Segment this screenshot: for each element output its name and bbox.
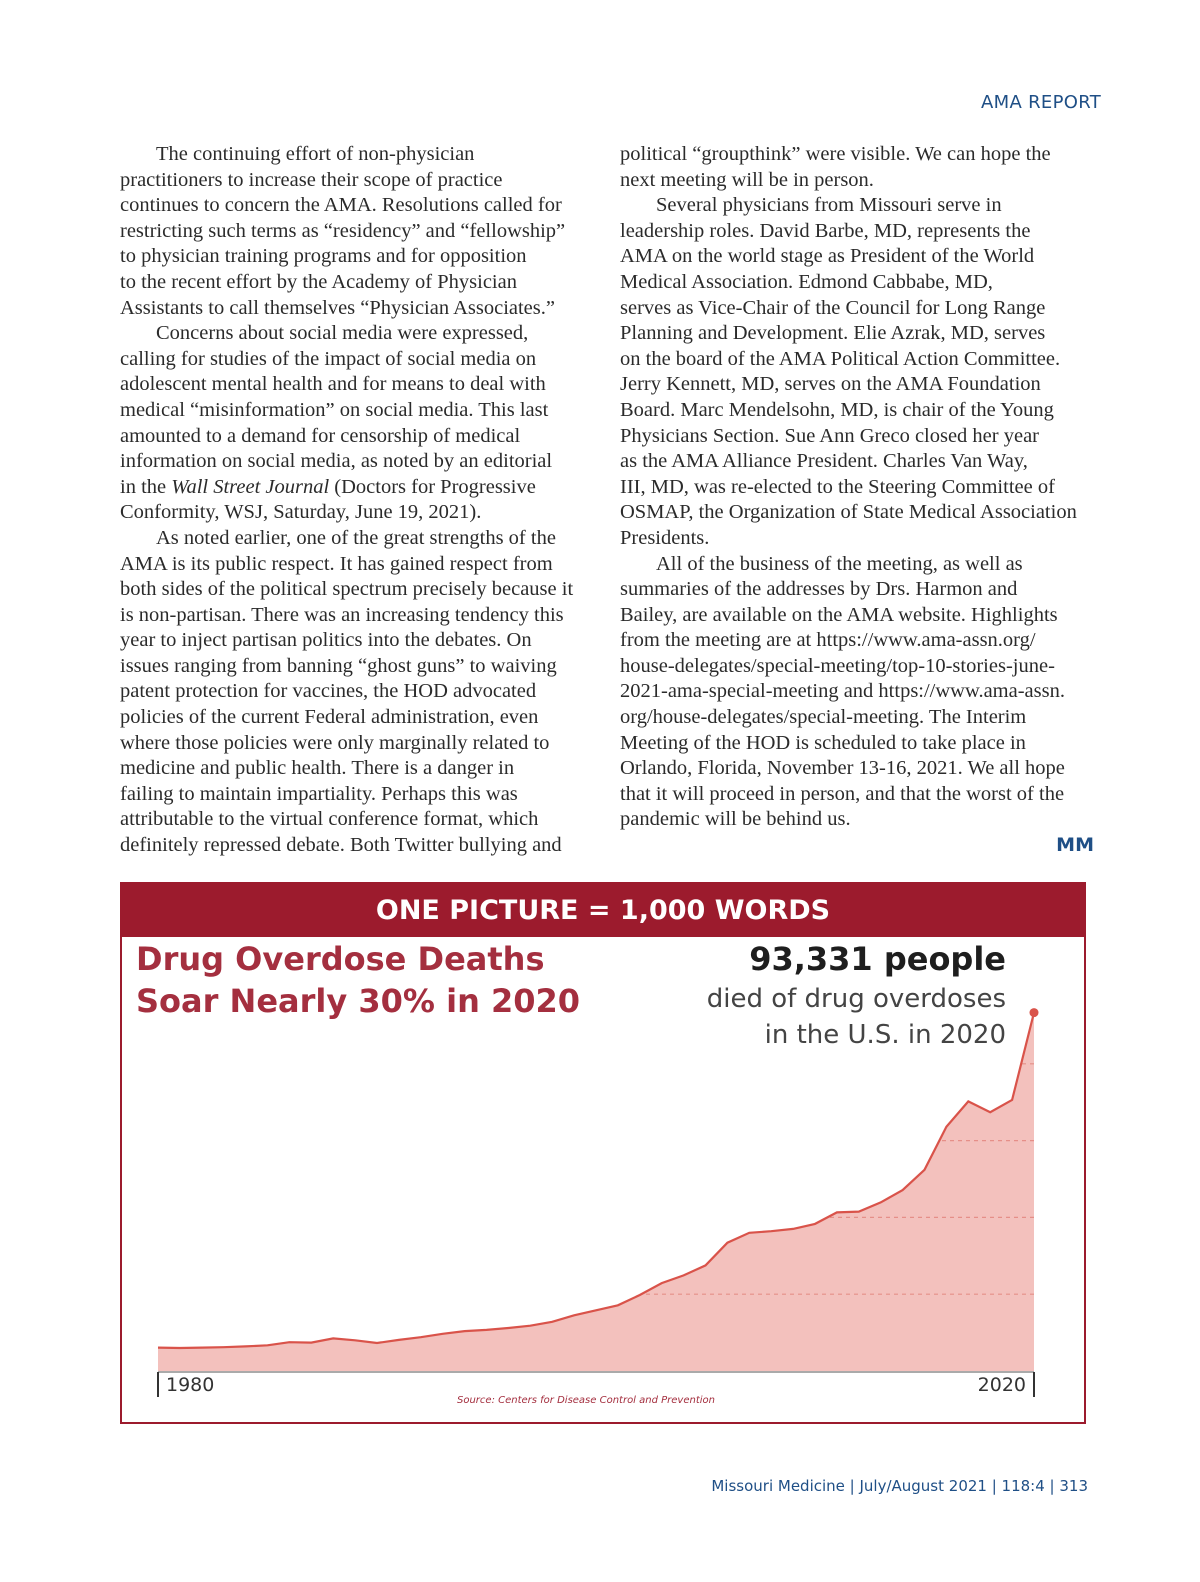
text-line: attributable to the virtual conference format, which xyxy=(120,808,539,831)
x-tick-label: 1980 xyxy=(166,1374,215,1396)
text-line: Conformity, WSJ, Saturday, June 19, 2021). xyxy=(120,501,482,524)
text-line: amounted to a demand for censorship of medical xyxy=(120,424,521,447)
text-line: practitioners to increase their scope of practice xyxy=(120,168,503,191)
text-line: to physician training programs and for opposition xyxy=(120,245,527,268)
text-line: As noted earlier, one of the great strengths of the xyxy=(156,526,556,549)
text-line: patent protection for vaccines, the HOD advocated xyxy=(120,680,537,703)
text-line: leadership roles. David Barbe, MD, represents the xyxy=(620,219,1031,242)
text-line: calling for studies of the impact of social media on xyxy=(120,347,537,370)
text-line: year to inject partisan politics into the debates. On xyxy=(120,629,532,652)
text-line: AMA on the world stage as President of the World xyxy=(620,245,1035,268)
area-fill xyxy=(158,1013,1034,1371)
section-label: AMA REPORT xyxy=(981,92,1101,113)
annotation-line: in the U.S. in 2020 xyxy=(764,1020,1006,1050)
text-line: issues ranging from banning “ghost guns” to waiving xyxy=(120,654,557,677)
text-line: adolescent mental health and for means to deal with xyxy=(120,373,546,396)
text-line: definitely repressed debate. Both Twitter bullying and xyxy=(120,834,562,857)
text-line: political “groupthink” were visible. We can hope the xyxy=(620,143,1051,165)
text-line: from the meeting are at https://www.ama-assn.org/ xyxy=(620,629,1036,652)
text-line: summaries of the addresses by Drs. Harmon and xyxy=(620,578,1018,601)
text-line: policies of the current Federal administration, even xyxy=(120,706,539,729)
journal-name: Wall Street Journal xyxy=(171,475,330,498)
text-line: failing to maintain impartiality. Perhaps this was xyxy=(120,782,518,805)
text-line: house-delegates/special-meeting/top-10-stories-june- xyxy=(620,654,1055,677)
text-line: Assistants to call themselves “Physician Associates.” xyxy=(120,296,555,319)
text-line: restricting such terms as “residency” and “fellowship” xyxy=(120,219,566,242)
right-column xyxy=(620,142,1096,833)
annotation-line: died of drug overdoses xyxy=(706,984,1006,1014)
text-line: both sides of the political spectrum precisely because it xyxy=(120,578,574,601)
text-line: continues to concern the AMA. Resolutions called for xyxy=(120,194,562,217)
text-line: medical “misinformation” on social media. This last xyxy=(120,398,549,421)
page-footer: Missouri Medicine | July/August 2021 | 118:4 | 313 xyxy=(711,1477,1088,1495)
text-line: medicine and public health. There is a danger in xyxy=(120,757,515,780)
annotation-headline: 93,331 people xyxy=(749,940,1006,978)
text-line: OSMAP, the Organization of State Medical Association xyxy=(620,501,1077,524)
text-line: Planning and Development. Elie Azrak, MD, serves xyxy=(620,322,1046,345)
text-line: Jerry Kennett, MD, serves on the AMA Foundation xyxy=(620,373,1041,396)
text-line: information on social media, as noted by an editorial xyxy=(120,450,553,473)
text-line: Orlando, Florida, November 13-16, 2021. We all hope xyxy=(620,757,1065,780)
chart-title-line: Soar Nearly 30% in 2020 xyxy=(136,982,581,1020)
text-line: Several physicians from Missouri serve in xyxy=(656,194,1002,217)
text-line: The continuing effort of non-physician xyxy=(156,143,475,165)
text-line: org/house-delegates/special-meeting. The Interim xyxy=(620,706,1027,729)
text-line: that it will proceed in person, and that the worst of the xyxy=(620,782,1065,805)
text-line: Board. Marc Mendelsohn, MD, is chair of the Young xyxy=(620,398,1054,421)
text-line: Concerns about social media were expressed, xyxy=(156,322,529,345)
overdose-chart xyxy=(122,937,1084,1422)
text-line: as the AMA Alliance President. Charles Van Way, xyxy=(620,450,1028,473)
left-column xyxy=(120,142,590,859)
endpoint-dot xyxy=(1030,1008,1039,1017)
text-line: is non-partisan. There was an increasing tendency this xyxy=(120,603,564,626)
x-tick-label: 2020 xyxy=(977,1374,1026,1396)
text-line: to the recent effort by the Academy of Physician xyxy=(120,270,517,293)
chart-source: Source: Centers for Disease Control and Prevention xyxy=(457,1395,715,1406)
text-line: where those policies were only marginally related to xyxy=(120,731,550,754)
text-fragment: (Doctors for Progressive xyxy=(329,475,536,498)
text-line: III, MD, was re-elected to the Steering Committee of xyxy=(620,475,1055,498)
text-line: All of the business of the meeting, as well as xyxy=(656,552,1023,575)
text-line: pandemic will be behind us. xyxy=(620,808,851,831)
text-line: AMA is its public respect. It has gained respect from xyxy=(120,552,553,575)
chart-title-line: Drug Overdose Deaths xyxy=(136,940,545,978)
journal-prefix: in the xyxy=(120,475,172,498)
text-line: 2021-ama-special-meeting and https://www.ama-assn. xyxy=(620,680,1065,703)
text-line: Medical Association. Edmond Cabbabe, MD, xyxy=(620,270,993,293)
text-line xyxy=(120,475,590,501)
text-line: next meeting will be in person. xyxy=(620,168,874,191)
text-line: Presidents. xyxy=(620,526,710,549)
infographic-header: ONE PICTURE = 1,000 WORDS xyxy=(122,884,1084,937)
author-signature: MM xyxy=(1056,834,1094,856)
text-line: Meeting of the HOD is scheduled to take place in xyxy=(620,731,1026,754)
text-line: on the board of the AMA Political Action Committee. xyxy=(620,347,1061,370)
text-line: Bailey, are available on the AMA website. Highlights xyxy=(620,603,1058,626)
text-line: Physicians Section. Sue Ann Greco closed her year xyxy=(620,424,1040,447)
text-line: serves as Vice-Chair of the Council for Long Range xyxy=(620,296,1046,319)
infographic-box xyxy=(120,882,1086,1424)
